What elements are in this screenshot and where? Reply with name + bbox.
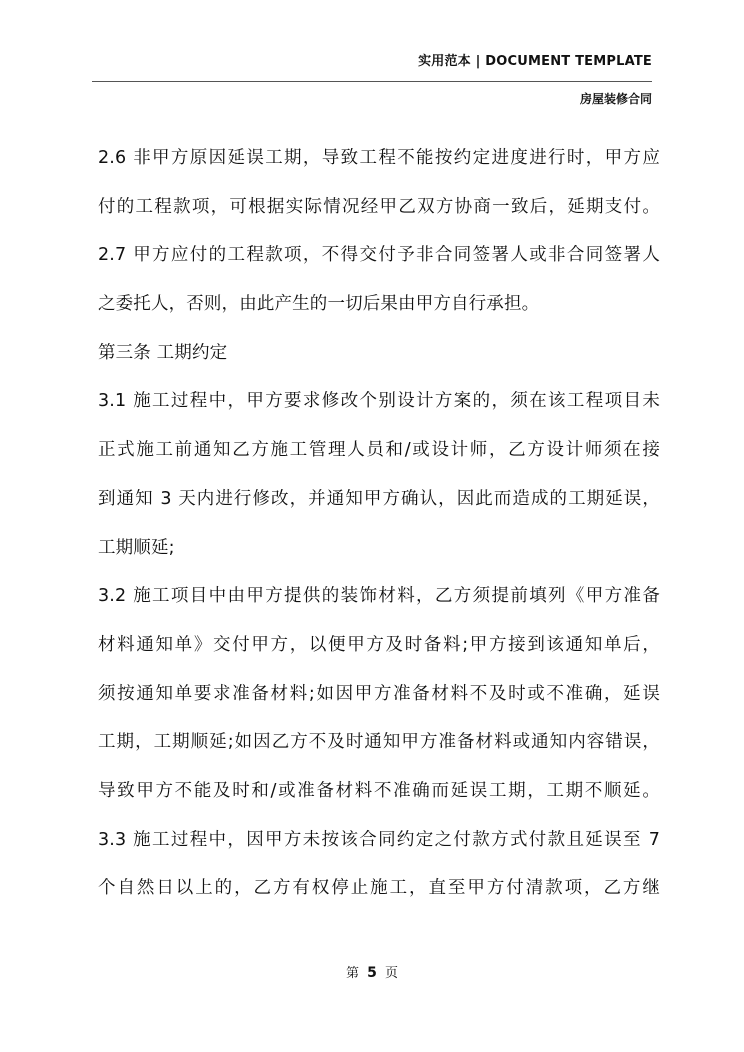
body-line: 须按通知单要求准备材料;如因甲方准备材料不及时或不准确，延误 <box>98 683 660 704</box>
page-number-prefix: 第 <box>345 966 359 981</box>
body-line: 工期，工期顺延;如因乙方不及时通知甲方准备材料或通知内容错误， <box>98 732 660 753</box>
page-number-suffix: 页 <box>385 966 399 981</box>
body-line: 材料通知单》交付甲方，以便甲方及时备料;甲方接到该通知单后， <box>98 634 660 655</box>
body-line: 2.6 非甲方原因延误工期，导致工程不能按约定进度进行时，甲方应 <box>98 148 660 168</box>
body-line: 工期顺延; <box>98 537 175 558</box>
section-heading: 第三条 工期约定 <box>98 342 228 363</box>
body-line: 付的工程款项，可根据实际情况经甲乙双方协商一致后，延期支付。 <box>98 196 660 217</box>
page-number-value: 5 <box>367 965 377 981</box>
body-line: 之委托人，否则，由此产生的一切后果由甲方自行承担。 <box>98 294 540 315</box>
contract-body <box>98 138 660 917</box>
body-line: 个自然日以上的，乙方有权停止施工，直至甲方付清款项，乙方继 <box>98 878 660 899</box>
body-line: 到通知 3 天内进行修改，并通知甲方确认，因此而造成的工期延误， <box>98 488 660 509</box>
header-subtitle: 房屋装修合同 <box>579 92 652 106</box>
body-line: 3.1 施工过程中，甲方要求修改个别设计方案的，须在该工程项目未 <box>98 391 660 412</box>
body-line: 正式施工前通知乙方施工管理人员和/或设计师，乙方设计师须在接 <box>98 440 660 461</box>
body-line: 3.2 施工项目中由甲方提供的装饰材料，乙方须提前填列《甲方准备 <box>98 586 660 607</box>
header-title: 实用范本 | DOCUMENT TEMPLATE <box>418 54 652 69</box>
header-divider <box>92 81 652 82</box>
body-line: 3.3 施工过程中，因甲方未按该合同约定之付款方式付款且延误至 7 <box>98 829 660 850</box>
page-number <box>0 962 744 981</box>
body-line: 导致甲方不能及时和/或准备材料不准确而延误工期，工期不顺延。 <box>98 780 660 801</box>
body-line: 2.7 甲方应付的工程款项，不得交付予非合同签署人或非合同签署人 <box>98 245 660 266</box>
